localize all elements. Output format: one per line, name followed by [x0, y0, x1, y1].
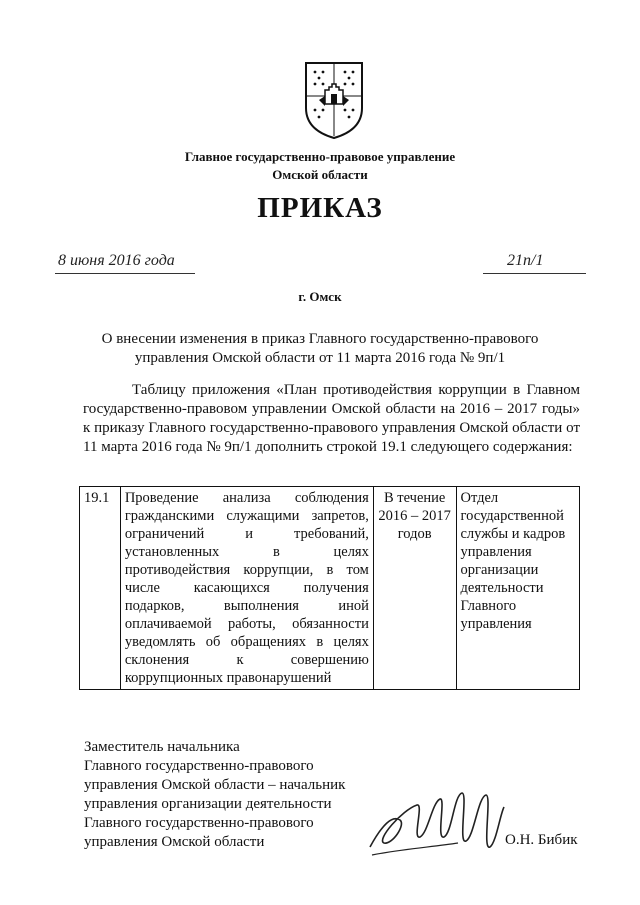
- signatory-title-line: Заместитель начальника: [84, 739, 240, 755]
- signatory-title-line: Главного государственно-правового: [84, 815, 314, 831]
- row-number-cell: 19.1: [80, 487, 121, 690]
- measure-cell: Проведение анализа соблюдения гражданскими служащими запретов, ограничений и требований, установленных в целях противодействия коррупции, в том числе касающихся получения подарков, выполнения иной оплачиваемой работы, обязанности уведомлять об обращениях в целях склонения к совершению коррупционных правонарушений: [120, 487, 373, 690]
- number-underline: [483, 273, 586, 274]
- subject-line-1: О внесении изменения в приказ Главного государственно-правового: [101, 331, 539, 347]
- coat-of-arms-icon: [303, 60, 365, 140]
- document-title: ПРИКАЗ: [257, 192, 383, 224]
- body-paragraph: Таблицу приложения «План противодействия коррупции в Главном государственно-правовом управлении Омской области на 2016 – 2017 годы» к приказу Главного государственно-правового управления Омской области от 11 марта 2016 года № 9п/1 дополнить строкой 19.1 следующего содержания:: [83, 382, 580, 455]
- term-cell: В течение 2016 – 2017 годов: [373, 487, 456, 690]
- date-underline: [55, 273, 195, 274]
- subject-line-2: управления Омской области от 11 марта 2016 года № 9п/1: [134, 350, 506, 366]
- document-number: 21п/1: [507, 252, 544, 269]
- organization-line-2: Омской области: [272, 167, 368, 182]
- document-subject: [90, 330, 550, 368]
- signatory-title-line: управления организации деятельности: [84, 796, 332, 812]
- city-name: г. Омск: [298, 289, 342, 304]
- signatory-name: О.Н. Бибик: [505, 832, 578, 848]
- responsible-cell: Отдел государственной службы и кадров управления организации деятельности Главного управления: [456, 487, 580, 690]
- signatory-title-line: управления Омской области: [84, 834, 265, 850]
- document-date: 8 июня 2016 года: [58, 252, 175, 269]
- signatory-title-line: управления Омской области – начальник: [84, 777, 346, 793]
- table-row: [80, 487, 580, 690]
- signatory-title: [84, 738, 374, 852]
- organization-line-1: Главное государственно-правовое управление: [184, 149, 456, 164]
- signatory-title-line: Главного государственно-правового: [84, 758, 314, 774]
- handwritten-signature: [362, 785, 512, 865]
- organization-name: [0, 148, 640, 184]
- measures-table: [79, 486, 580, 690]
